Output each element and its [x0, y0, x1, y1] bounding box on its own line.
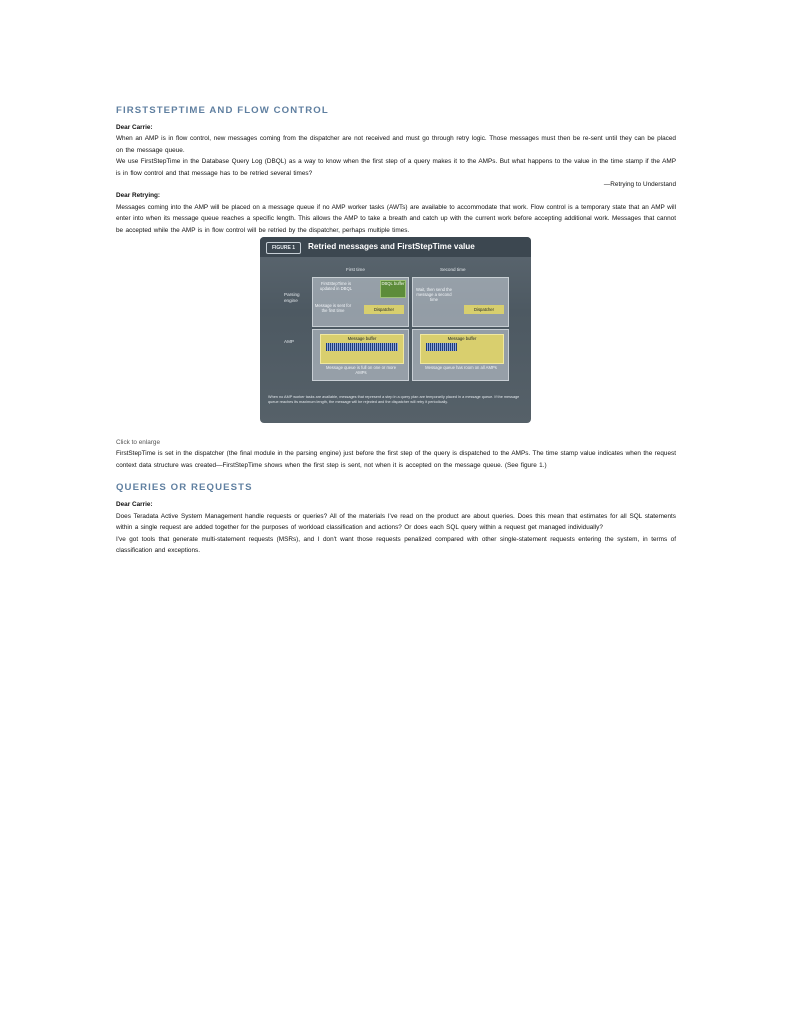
row-amp: AMP — [284, 339, 294, 345]
wait-resend-note: Wait, then send the message a second time — [416, 287, 452, 303]
figure-1-image[interactable] — [260, 237, 531, 423]
message-sent-note: Message is sent for the first time — [314, 303, 352, 314]
queue-bars-full — [326, 343, 398, 351]
question-paragraph-2: We use FirstStepTime in the Database Query Log (DBQL) as a way to know when the first step of a query makes it to the AMPs. But what happens to the value in the time stamp if the AMP is in flow control and that message has to be retried several times? — [116, 158, 676, 177]
queue-bars-partial — [426, 343, 457, 351]
section-heading-flow-control: FIRSTSTEPTIME AND FLOW CONTROL — [116, 105, 329, 116]
salutation-2: Dear Carrie: — [116, 501, 153, 509]
dispatcher-box-first: Dispatcher — [364, 305, 404, 314]
message-buffer-label: Message buffer — [447, 336, 477, 342]
reply-salutation: Dear Retrying: — [116, 192, 161, 200]
dbql-buffer-box: DBQL buffer — [380, 280, 406, 298]
question-paragraph-1: When an AMP is in flow control, new messages coming from the dispatcher are not received and must go through retry logic. Those messages must then be re-sent until they can be placed on the message queue. — [116, 135, 676, 154]
dispatcher-box-second: Dispatcher — [464, 305, 504, 314]
question2-paragraph-2: I've got tools that generate multi-statement requests (MSRs), and I don't want those requests penalized compared with other single-statement requests entering the system, in terms of classification and exceptions. — [116, 535, 676, 554]
section-gap — [116, 471, 676, 481]
column-first-time: First time — [346, 267, 365, 273]
queue-full-label: Message queue is full on one or more AMPs — [325, 365, 397, 376]
article — [116, 104, 676, 556]
message-buffer-label: Message buffer — [347, 336, 377, 342]
section-heading-queries: QUERIES OR REQUESTS — [116, 482, 253, 494]
message-buffer-second — [420, 334, 504, 364]
fst-updated-note: FirstStepTime is updated in DBQL — [319, 281, 353, 292]
click-to-enlarge-link[interactable]: Click to enlarge — [116, 439, 161, 447]
figure-container — [116, 237, 676, 423]
message-buffer-first — [320, 334, 404, 364]
question2-paragraph-1: Does Teradata Active System Management handle requests or queries? All of the materials I've read on the product are about queries. Does this mean that estimates for all SQL statements within a single request are added together for the purposes of workload classification and actions? Or does each SQL query within a request get managed individually? — [116, 512, 676, 532]
column-second-time: Second time — [440, 267, 466, 273]
salutation: Dear Carrie: — [116, 124, 153, 131]
answer-paragraph-2: FirstStepTime is set in the dispatcher (the final module in the parsing engine) just before the first step of the query is dispatched to the AMPs. The time stamp value indicates when the request context data structure was created—FirstStepTime shows when the first step is sent, not when it is accepted on the message queue. (See figure 1.) — [116, 450, 676, 469]
queue-room-label: Message queue has room on all AMPs — [425, 365, 497, 371]
answer-paragraph-1: Messages coming into the AMP will be placed on a message queue if no AMP worker tasks (AWTs) are available to accommodate that work. Flow control is a temporary state that an AMP will enter into when its message queue reaches a specific length. This allows the AMP to take a breath and catch up with the current work before accepting additional work. Messages that cannot be accepted while the AMP is in flow control will be retried by the dispatcher, perhaps multiple times. — [116, 203, 676, 234]
signoff: —Retrying to Understand — [603, 181, 676, 189]
figure-title: Retried messages and FirstStepTime value — [308, 242, 475, 252]
figure-banner — [260, 237, 531, 257]
row-parsing-engine: Parsing engine — [284, 292, 300, 303]
figure-footnote: When no AMP worker tasks are available, messages that represent a step in a query plan are temporarily placed in a message queue. If the message queue reaches its maximum length, the message will be rejected and the dispatcher will retry it periodically. — [268, 395, 520, 404]
figure-tag: FIGURE 1 — [266, 242, 301, 254]
